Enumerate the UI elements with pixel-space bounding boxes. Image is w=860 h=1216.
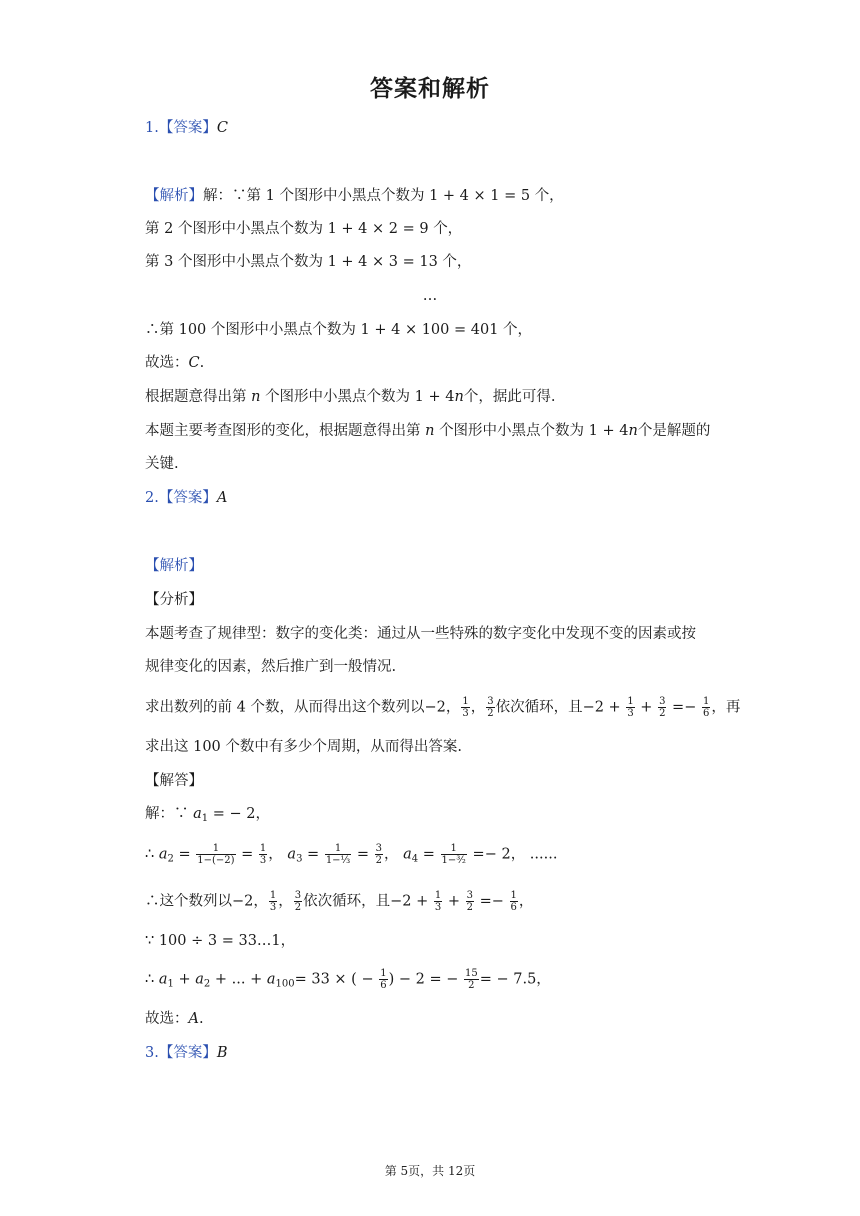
q1-rule-math: 1 + 4	[414, 389, 455, 405]
q1-line4-text: ∴第 100 个图形中小黑点个数为	[145, 322, 356, 338]
q1-rule-n2: n	[454, 389, 464, 405]
q3-answer-value: B	[216, 1045, 228, 1061]
q1-line4	[145, 320, 532, 340]
q1-line1	[145, 186, 564, 206]
q2-jieda-label: 【解答】	[145, 773, 203, 789]
q2-fenxi-2: 规律变化的因素，然后推广到一般情况.	[145, 659, 397, 675]
q2-step1-text: 解：∵	[145, 806, 189, 822]
q1-rule	[145, 387, 555, 407]
q1-choose-value: C	[188, 355, 200, 371]
q2-step5-math2: ) − 2 = −	[388, 971, 459, 988]
q3-answer	[145, 1043, 228, 1063]
q1-line3	[145, 252, 471, 272]
q1-summary-n2: n	[628, 423, 638, 439]
q1-answer-label: 1.【答案】	[145, 120, 217, 136]
q1-summary-n: n	[425, 423, 435, 439]
q2-fenxi-label: 【分析】	[145, 592, 203, 608]
q1-answer	[145, 118, 228, 138]
q1-line1-tail: 个，	[534, 188, 564, 204]
q1-line3-tail: 个，	[442, 254, 472, 270]
q1-line2-tail: 个，	[433, 221, 463, 237]
q2-fenxi-3-text: 求出数列的前 4 个数，从而得出这个数列以	[145, 699, 425, 716]
q1-summary-text2: 个图形中小黑点个数为	[439, 423, 585, 439]
q1-line2-math: 1 + 4 × 2 = 9	[327, 221, 429, 237]
q2-step3-text: ∴这个数列以	[145, 893, 232, 910]
q1-choose-period: .	[199, 355, 205, 371]
q1-line3-text: 第 3 个图形中小黑点个数为	[145, 254, 323, 270]
q1-rule-text: 根据题意得出第	[145, 389, 247, 405]
q2-step5-math1: = 33 × ( −	[294, 971, 374, 988]
q2-step1: 解：∵ $a_1$ = − 2，	[145, 806, 270, 824]
q2-fenxi-3-tail: ，再	[711, 699, 741, 716]
q1-choose	[145, 353, 204, 373]
q2-choose-text: 故选：	[145, 1011, 189, 1027]
q2-step5: ∴ $a_1 + a_2$ + ... + $a_{100}= 33$ × ( − $\frac{1}{6}$ ) − 2 = − $\frac{15}{2}$ = − 7.5，	[145, 968, 551, 991]
q1-ellipsis: …	[422, 288, 438, 304]
q2-fenxi-3: 求出数列的前 4 个数，从而得出这个数列以−2， $\frac{1}{3}$ ， $\frac{3}{2}$ 依次循环，且−2 + $\frac{1}{3}$ + $\frac{3}{2}$ =− $\frac{1}{6}$ ，再	[145, 696, 741, 719]
q2-choose	[145, 1009, 204, 1029]
q2-step3-text2: 依次循环，且	[303, 893, 391, 910]
q1-summary-math: 1 + 4	[588, 423, 629, 439]
q1-summary-text: 本题主要考查图形的变化，根据题意得出第	[145, 423, 421, 439]
q2-step4: ∵ 100 ÷ 3 = 33…1，	[145, 933, 296, 949]
q2-step1-math: = − 2，	[212, 806, 270, 822]
q1-line2	[145, 219, 462, 239]
q1-rule-tail: 个，据此可得.	[463, 389, 556, 405]
q1-line1-math: 1 + 4 × 1 = 5	[429, 188, 531, 204]
q1-line2-text: 第 2 个图形中小黑点个数为	[145, 221, 323, 237]
q1-answer-value: C	[216, 120, 228, 136]
q1-line4-tail: 个，	[503, 322, 533, 338]
page-footer: 第 5页，共 12页	[384, 1164, 476, 1178]
q1-line4-math: 1 + 4 × 100 = 401	[360, 322, 499, 338]
q2-answer	[145, 488, 227, 508]
q2-fenxi-4: 求出这 100 个数中有多少个周期，从而得出答案.	[145, 739, 463, 755]
q2-choose-period: .	[198, 1011, 204, 1027]
q1-summary	[145, 421, 710, 441]
page-title: 答案和解析	[370, 76, 490, 102]
q1-line3-math: 1 + 4 × 3 = 13	[327, 254, 438, 270]
q1-rule-n: n	[251, 389, 261, 405]
q2-answer-value: A	[216, 490, 228, 506]
q1-summary-tail: 个是解题的	[637, 423, 711, 439]
q2-choose-value: A	[188, 1011, 199, 1027]
q2-fenxi-3-text2: 依次循环，且	[495, 699, 583, 716]
q2-fenxi-1: 本题考查了规律型：数字的变化类：通过从一些特殊的数字变化中发现不变的因素或按	[145, 626, 696, 642]
q2-step3: ∴这个数列以−2， $\frac{1}{3}$ ， $\frac{3}{2}$ 依次循环，且−2 + $\frac{1}{3}$ + $\frac{3}{2}$ =− $\frac{1}{6}$ ，	[145, 890, 534, 913]
q1-choose-text: 故选：	[145, 355, 189, 371]
q1-rule-text2: 个图形中小黑点个数为	[265, 389, 411, 405]
q1-analysis-label: 【解析】	[145, 188, 203, 204]
q2-step5-math3: = − 7.5，	[479, 971, 551, 988]
q2-step2: ∴ $a_2$ = $\frac{1}{1-(-2)}$ = $\frac{1}{3}$ ， $a_3$ = $\frac{1}{\text{1−⅓}}$ = $\frac{3}{2}$ ， $a_4$ = $\frac{1}{\text{1−³⁄₂}}$ =− 2， ......	[145, 843, 558, 866]
q2-analysis-label: 【解析】	[145, 558, 203, 574]
q2-answer-label: 2.【答案】	[145, 490, 217, 506]
q1-line1-text: 解：∵第 1 个图形中小黑点个数为	[203, 188, 425, 204]
q1-summary-end: 关键.	[145, 456, 179, 472]
q3-answer-label: 3.【答案】	[145, 1045, 217, 1061]
